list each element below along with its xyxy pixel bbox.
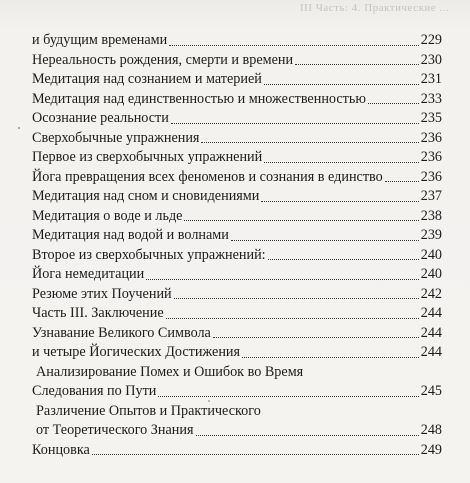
dot-leader (264, 162, 418, 163)
toc-entry (32, 109, 442, 129)
toc-entry-title: Медитация о воде и льде (32, 207, 183, 224)
toc-entry-title: Нереальность рождения, смерти и времени (32, 51, 294, 68)
toc-entry (32, 70, 442, 90)
toc-entry-title: Второе из сверхобычных упражнений: (32, 246, 266, 263)
dot-leader (169, 45, 419, 46)
toc-entry (32, 246, 442, 266)
toc-entry (32, 304, 442, 324)
table-of-contents (32, 31, 442, 460)
toc-entry-page: 236 (420, 129, 442, 146)
toc-entry-title: Медитация над сном и сновидениями (32, 188, 260, 204)
toc-entry (32, 51, 442, 71)
toc-entry (32, 285, 442, 305)
toc-entry-title: и будущим временами (32, 32, 168, 48)
dot-leader (385, 181, 419, 182)
toc-entry-title: и четыре Йогических Достижения (32, 344, 241, 360)
toc-entry-title: Йога превращения всех феноменов и сознания в единство (32, 168, 383, 185)
toc-entry-title: Осознание реальности (32, 110, 169, 126)
toc-entry-title: Узнавание Великого Символа (32, 324, 211, 341)
toc-entry-title: Медитация над сознанием и материей (32, 71, 262, 87)
toc-entry-page: 236 (420, 168, 442, 185)
toc-entry (32, 402, 442, 422)
toc-entry-title: Следования по Пути (32, 383, 157, 399)
toc-entry (32, 421, 442, 441)
toc-entry-title: Резюме этих Поучений (32, 285, 172, 302)
toc-entry (32, 187, 442, 207)
dot-leader (295, 64, 419, 65)
dot-leader (268, 259, 419, 260)
toc-entry (32, 31, 442, 51)
toc-entry-title: Часть III. Заключение (32, 305, 164, 321)
dot-leader (166, 318, 419, 319)
dot-leader (368, 103, 419, 104)
toc-entry-page: 231 (420, 71, 442, 87)
header-bleed-through: III Часть: 4. Практические ... (300, 2, 450, 14)
toc-entry-page: 238 (420, 207, 442, 224)
toc-entry (32, 90, 442, 110)
toc-entry-title: Анализирование Помех и Ошибок во Время (36, 363, 304, 380)
toc-entry (32, 343, 442, 363)
toc-entry-title: Медитация над единственностью и множественностью (32, 90, 366, 107)
dot-leader (213, 337, 419, 338)
toc-entry-page: 236 (420, 149, 442, 165)
toc-entry-title: Концовка (32, 441, 90, 458)
toc-entry (32, 441, 442, 461)
toc-entry (32, 324, 442, 344)
toc-entry (32, 148, 442, 168)
toc-entry (32, 207, 442, 227)
dot-leader (158, 396, 418, 397)
toc-entry-page: 244 (420, 344, 442, 360)
page-speck (18, 127, 20, 129)
toc-entry (32, 265, 442, 285)
toc-entry-title: Различение Опытов и Практического (36, 402, 261, 419)
dot-leader (201, 142, 418, 143)
toc-entry-page: 239 (420, 227, 442, 243)
toc-entry-page: 240 (420, 246, 442, 263)
dot-leader (174, 298, 419, 299)
toc-entry (32, 382, 442, 402)
toc-entry (32, 363, 442, 383)
dot-leader (171, 123, 419, 124)
dot-leader (146, 279, 418, 280)
toc-entry-title: Медитация над водой и волнами (32, 227, 229, 243)
toc-entry (32, 226, 442, 246)
toc-entry-title: Йога немедитации (32, 266, 145, 282)
toc-entry-page: 249 (420, 441, 442, 458)
toc-entry-page: 235 (420, 110, 442, 126)
toc-entry-page: 230 (420, 51, 442, 68)
dot-leader (261, 201, 418, 202)
dot-leader (184, 220, 418, 221)
toc-entry-page: 233 (420, 90, 442, 107)
toc-entry-page: 244 (420, 305, 442, 321)
toc-entry-page: 248 (420, 422, 442, 438)
toc-entry-title: Первое из сверхобычных упражнений (32, 149, 263, 165)
toc-entry-page: 244 (420, 324, 442, 341)
toc-entry-title: Сверхобычные упражнения (32, 129, 200, 146)
toc-entry-page: 242 (420, 285, 442, 302)
dot-leader (92, 454, 419, 455)
dot-leader (242, 357, 419, 358)
toc-entry (32, 129, 442, 149)
toc-entry-page: 240 (420, 266, 442, 282)
toc-entry-title: от Теоретического Знания (36, 422, 194, 438)
toc-entry (32, 168, 442, 188)
dot-leader (264, 84, 419, 85)
dot-leader (231, 240, 419, 241)
dot-leader (196, 435, 419, 436)
toc-entry-page: 237 (420, 188, 442, 204)
toc-entry-page: 245 (420, 383, 442, 399)
toc-entry-page: 229 (420, 32, 442, 48)
